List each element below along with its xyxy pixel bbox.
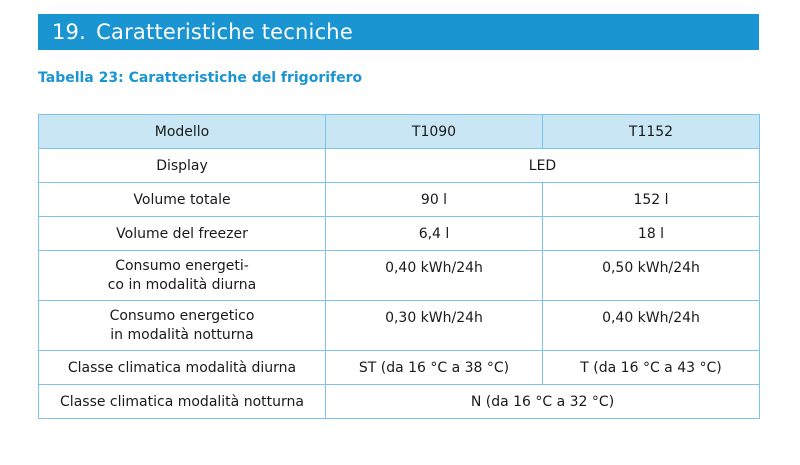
row-label: [39, 301, 326, 351]
section-number: 19.: [52, 20, 86, 44]
value-t1152: 0,40 kWh/24h: [543, 301, 760, 351]
row-label: Volume totale: [39, 183, 326, 217]
header-model: Modello: [39, 115, 326, 149]
row-label: [39, 251, 326, 301]
row-label-line2: in modalità notturna: [110, 326, 254, 343]
value-t1090: ST (da 16 °C a 38 °C): [326, 351, 543, 385]
value-t1090: 90 l: [326, 183, 543, 217]
value-t1090: 6,4 l: [326, 217, 543, 251]
value-t1152: 0,50 kWh/24h: [543, 251, 760, 301]
value-t1152: 18 l: [543, 217, 760, 251]
table-row: [39, 301, 760, 351]
merged-value: N (da 16 °C a 32 °C): [326, 385, 760, 419]
specs-table: [38, 114, 760, 419]
section-header: [38, 14, 759, 50]
section-title: Caratteristiche tecniche: [96, 20, 353, 44]
row-label-line1: Consumo energeti-: [115, 257, 249, 274]
table-caption: Tabella 23: Caratteristiche del frigorifero: [38, 70, 363, 86]
table-row: [39, 217, 760, 251]
table-row: [39, 149, 760, 183]
row-label: Display: [39, 149, 326, 183]
row-label: Classe climatica modalità notturna: [39, 385, 326, 419]
header-t1090: T1090: [326, 115, 543, 149]
table-row: [39, 183, 760, 217]
table-row: [39, 251, 760, 301]
merged-value: LED: [326, 149, 760, 183]
value-t1090: 0,30 kWh/24h: [326, 301, 543, 351]
row-label: Classe climatica modalità diurna: [39, 351, 326, 385]
value-t1090: 0,40 kWh/24h: [326, 251, 543, 301]
table-row: [39, 351, 760, 385]
value-t1152: T (da 16 °C a 43 °C): [543, 351, 760, 385]
row-label-line2: co in modalità diurna: [107, 276, 257, 293]
row-label-line1: Consumo energetico: [109, 307, 255, 324]
row-label: Volume del freezer: [39, 217, 326, 251]
table-row: [39, 385, 760, 419]
value-t1152: 152 l: [543, 183, 760, 217]
table-header-row: [39, 115, 760, 149]
header-t1152: T1152: [543, 115, 760, 149]
